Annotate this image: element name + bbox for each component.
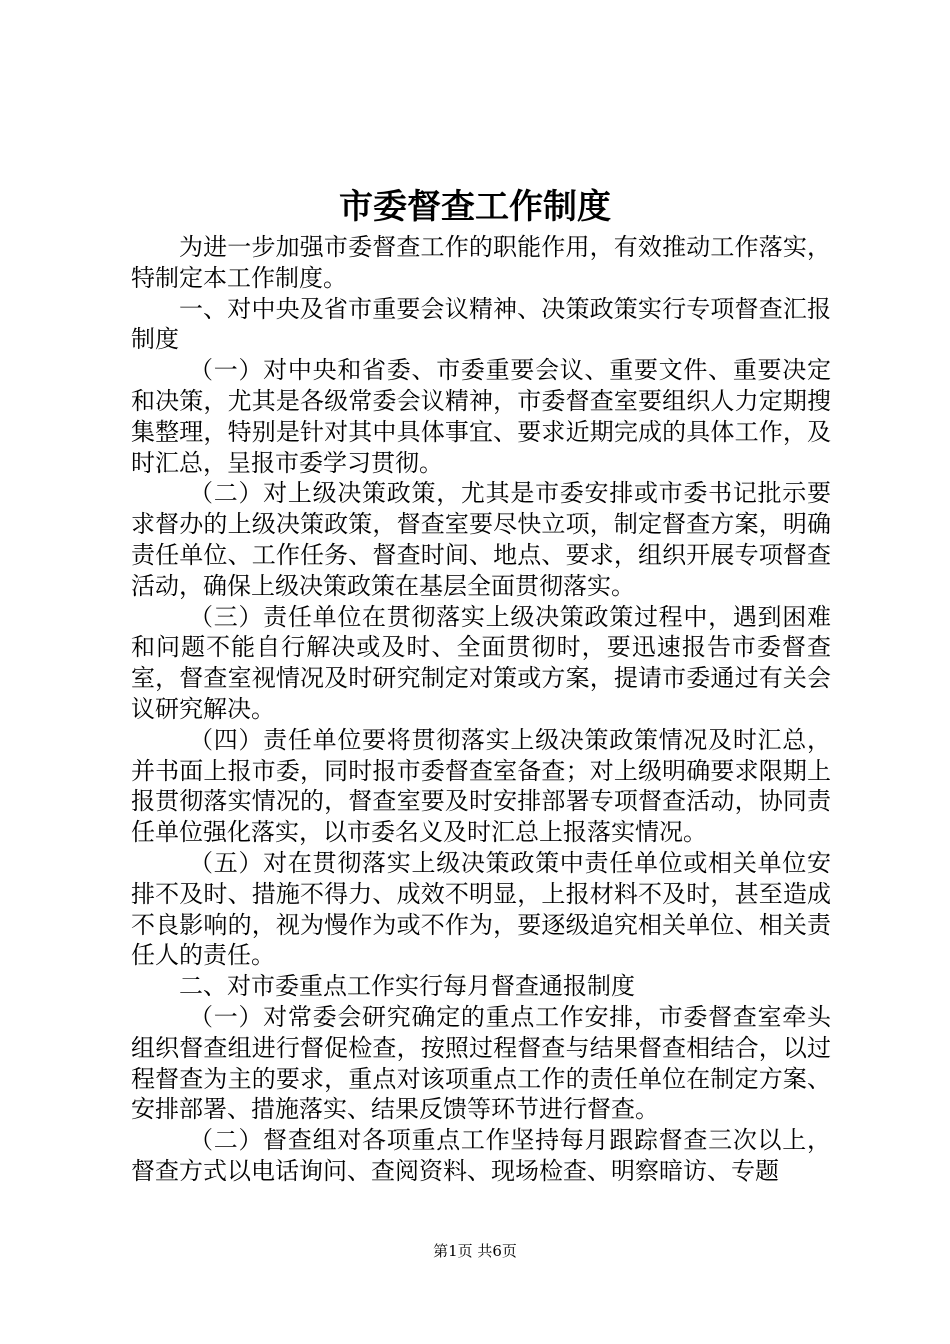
paragraph-2-1: （一）对常委会研究确定的重点工作安排，市委督查室牵头组织督查组进行督促检查，按照过程督查与结果督查相结合，以过程督查为主的要求，重点对该项重点工作的责任单位在制定方案、安排部署、措施落实、结果反馈等环节进行督查。 xyxy=(131,1002,831,1124)
paragraph-1-1: （一）对中央和省委、市委重要会议、重要文件、重要决定和决策，尤其是各级常委会议精神，市委督查室要组织人力定期搜集整理，特别是针对其中具体事宜、要求近期完成的具体工作，及时汇总，呈报市委学习贯彻。 xyxy=(131,356,831,477)
section-heading-2: 二、对市委重点工作实行每月督查通报制度 xyxy=(179,972,635,1001)
page-number-footer: 第1页 共6页 xyxy=(433,1242,517,1260)
paragraph-1-4: （四）责任单位要将贯彻落实上级决策政策情况及时汇总，并书面上报市委，同时报市委督查室备查；对上级明确要求限期上报贯彻落实情况的，督查室要及时安排部署专项督查活动，协同责任单位强化落实，以市委名义及时汇总上报落实情况。 xyxy=(131,725,831,847)
paragraph-1-2: （二）对上级决策政策，尤其是市委安排或市委书记批示要求督办的上级决策政策，督查室要尽快立项，制定督查方案，明确责任单位、工作任务、督查时间、地点、要求，组织开展专项督查活动，确保上级决策政策在基层全面贯彻落实。 xyxy=(131,479,831,600)
section-heading-1: 一、对中央及省市重要会议精神、决策政策实行专项督查汇报制度 xyxy=(131,294,831,354)
paragraph-2-2: （二）督查组对各项重点工作坚持每月跟踪督查三次以上，督查方式以电话询问、查阅资料、现场检查、明察暗访、专题 xyxy=(131,1126,831,1185)
paragraph-1-3: （三）责任单位在贯彻落实上级决策政策过程中，遇到困难和问题不能自行解决或及时、全面贯彻时，要迅速报告市委督查室，督查室视情况及时研究制定对策或方案，提请市委通过有关会议研究解决。 xyxy=(131,602,831,723)
document-title: 市委督查工作制度 xyxy=(339,187,611,227)
document-body xyxy=(131,232,831,1187)
paragraph-1-5: （五）对在贯彻落实上级决策政策中责任单位或相关单位安排不及时、措施不得力、成效不明显，上报材料不及时，甚至造成不良影响的，视为慢作为或不作为，要逐级追究相关单位、相关责任人的责任。 xyxy=(131,848,831,970)
paragraph-intro: 为进一步加强市委督查工作的职能作用，有效推动工作落实，特制定本工作制度。 xyxy=(131,233,831,292)
